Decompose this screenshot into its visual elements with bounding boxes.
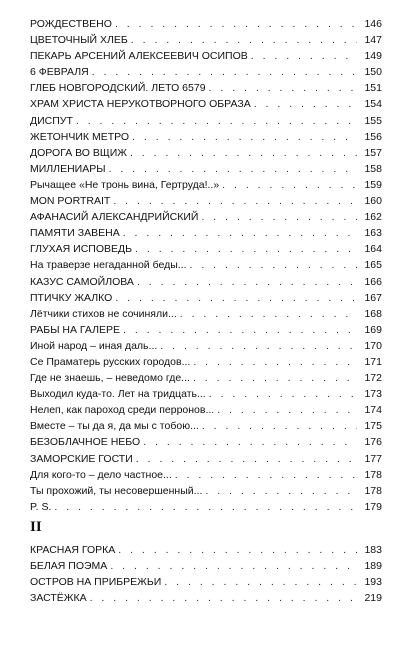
- toc-entry-page-number: 154: [364, 98, 382, 111]
- toc-entry: [30, 451, 382, 467]
- toc-entry-title: ЦВЕТОЧНЫЙ ХЛЕБ: [30, 34, 128, 47]
- toc-entry-page-number: 157: [364, 146, 382, 159]
- toc-entry-title: ПТИЧКУ ЖАЛКО: [30, 291, 113, 304]
- toc-entry: [30, 574, 382, 590]
- dot-leader: [254, 96, 357, 112]
- toc-entry-title: ДИСПУТ: [30, 114, 73, 127]
- toc-entry-page-number: 163: [364, 227, 382, 240]
- toc-entry-title: Выходил куда-то. Лет на тридцать...: [30, 388, 206, 401]
- toc-entry-page-number: 176: [364, 436, 382, 449]
- toc-entry-page-number: 158: [364, 162, 382, 175]
- toc-entry: [30, 193, 382, 209]
- dot-leader: [76, 113, 357, 129]
- dot-leader: [131, 32, 357, 48]
- table-of-contents-part-1: [30, 16, 382, 515]
- toc-entry-page-number: 172: [364, 372, 382, 385]
- table-of-contents-part-2: [30, 542, 382, 606]
- toc-entry-page-number: 169: [364, 323, 382, 336]
- toc-entry-page-number: 156: [364, 130, 382, 143]
- toc-entry-title: На траверзе негаданной беды...: [30, 259, 187, 272]
- dot-leader: [115, 290, 357, 306]
- toc-entry: [30, 225, 382, 241]
- toc-entry-title: Для кого-то – дело частное...: [30, 468, 172, 481]
- dot-leader: [132, 129, 357, 145]
- dot-leader: [160, 338, 357, 354]
- toc-entry: [30, 64, 382, 80]
- toc-entry: [30, 306, 382, 322]
- toc-entry-page-number: 183: [364, 544, 382, 556]
- toc-entry-page-number: 160: [364, 195, 382, 208]
- toc-entry-title: ОСТРОВ НА ПРИБРЕЖЬИ: [30, 576, 162, 589]
- toc-entry-title: Где не знаешь, – неведомо где...: [30, 372, 190, 385]
- toc-entry: [30, 354, 382, 370]
- toc-entry: [30, 386, 382, 402]
- toc-entry: [30, 177, 382, 193]
- dot-leader: [209, 386, 357, 402]
- dot-leader: [115, 16, 357, 32]
- toc-entry-title: КАЗУС САМОЙЛОВА: [30, 275, 134, 288]
- toc-entry-page-number: 165: [364, 259, 382, 272]
- dot-leader: [118, 542, 357, 558]
- toc-entry-title: РАБЫ НА ГАЛЕРЕ: [30, 323, 121, 336]
- toc-entry-page-number: 147: [364, 34, 382, 47]
- dot-leader: [110, 558, 357, 574]
- toc-entry-page-number: 189: [364, 560, 382, 573]
- dot-leader: [222, 177, 357, 193]
- toc-entry: [30, 434, 382, 450]
- toc-entry: [30, 96, 382, 112]
- toc-entry-page-number: 167: [364, 291, 382, 304]
- toc-entry: [30, 48, 382, 64]
- toc-entry-page-number: 162: [364, 211, 382, 224]
- dot-leader: [135, 241, 357, 257]
- toc-entry-title: Лётчики стихов не сочиняли...: [30, 307, 177, 320]
- dot-leader: [209, 80, 357, 96]
- toc-entry-page-number: 179: [364, 500, 382, 513]
- dot-leader: [217, 402, 357, 418]
- toc-entry: [30, 402, 382, 418]
- toc-entry-title: ГЛУХАЯ ИСПОВЕДЬ: [30, 243, 133, 256]
- toc-entry: [30, 558, 382, 574]
- toc-entry-title: 6 ФЕВРАЛЯ: [30, 66, 89, 79]
- dot-leader: [113, 193, 357, 209]
- toc-entry-page-number: 178: [364, 484, 382, 497]
- section-heading: II: [30, 519, 42, 535]
- toc-entry-page-number: 164: [364, 243, 382, 256]
- toc-entry-title: MON PORTRAIT: [30, 195, 111, 208]
- toc-entry-page-number: 149: [364, 50, 382, 63]
- toc-entry-title: ЗАМОРСКИЕ ГОСТИ: [30, 452, 133, 465]
- toc-entry: [30, 129, 382, 145]
- dot-leader: [143, 434, 357, 450]
- toc-entry-page-number: 173: [364, 388, 382, 401]
- dot-leader: [137, 274, 357, 290]
- toc-entry: [30, 590, 382, 606]
- toc-entry: [30, 290, 382, 306]
- toc-entry-page-number: 151: [364, 82, 382, 95]
- toc-entry: [30, 113, 382, 129]
- toc-entry: [30, 209, 382, 225]
- toc-entry: [30, 418, 382, 434]
- toc-entry-page-number: 168: [364, 307, 382, 320]
- dot-leader: [251, 48, 357, 64]
- dot-leader: [180, 306, 357, 322]
- toc-entry-title: Рычащее «Не тронь вина, Гертруда!..»: [30, 178, 220, 191]
- toc-entry: [30, 32, 382, 48]
- dot-leader: [205, 483, 357, 499]
- toc-entry-page-number: 219: [364, 592, 382, 605]
- toc-entry-title: P. S.: [30, 500, 52, 513]
- toc-entry-title: РОЖДЕСТВЕНО: [30, 18, 112, 30]
- toc-entry: [30, 161, 382, 177]
- toc-entry-title: АФАНАСИЙ АЛЕКСАНДРИЙСКИЙ: [30, 211, 199, 224]
- toc-entry-page-number: 175: [364, 420, 382, 433]
- toc-entry: [30, 467, 382, 483]
- toc-entry-title: ПАМЯТИ ЗАВЕНА: [30, 227, 120, 240]
- toc-entry-title: Се Праматерь русских городов...: [30, 355, 191, 368]
- toc-entry-title: Ты прохожий, ты несовершенный...: [30, 484, 203, 497]
- toc-entry-page-number: 174: [364, 404, 382, 417]
- dot-leader: [193, 354, 357, 370]
- toc-entry-page-number: 193: [364, 576, 382, 589]
- toc-entry-title: Вместе – ты да я, да мы с тобою...: [30, 420, 199, 433]
- toc-entry-page-number: 150: [364, 66, 382, 79]
- dot-leader: [130, 145, 357, 161]
- toc-entry-page-number: 166: [364, 275, 382, 288]
- toc-entry-title: КРАСНАЯ ГОРКА: [30, 544, 116, 556]
- dot-leader: [123, 225, 357, 241]
- toc-entry-title: Иной народ – иная даль...: [30, 339, 158, 352]
- toc-entry: [30, 338, 382, 354]
- toc-entry: [30, 499, 382, 515]
- toc-entry-page-number: 177: [364, 452, 382, 465]
- toc-entry-title: ХРАМ ХРИСТА НЕРУКОТВОРНОГО ОБРАЗА: [30, 98, 251, 111]
- toc-entry: [30, 274, 382, 290]
- dot-leader: [92, 64, 357, 80]
- dot-leader: [54, 499, 357, 515]
- toc-entry: [30, 241, 382, 257]
- toc-entry-page-number: 159: [364, 178, 382, 191]
- dot-leader: [109, 161, 357, 177]
- toc-entry-title: ДОРОГА ВО ВЩИЖ: [30, 146, 127, 159]
- toc-entry-title: ГЛЕБ НОВГОРОДСКИЙ. ЛЕТО 6579: [30, 82, 206, 95]
- toc-entry-title: БЕЛАЯ ПОЭМА: [30, 560, 108, 573]
- toc-entry: [30, 16, 382, 32]
- dot-leader: [175, 467, 357, 483]
- toc-entry-title: БЕЗОБЛАЧНОЕ НЕБО: [30, 436, 141, 449]
- dot-leader: [90, 590, 357, 606]
- toc-entry-title: Нелеп, как пароход среди перронов...: [30, 404, 215, 417]
- toc-entry-title: ЗАСТЁЖКА: [30, 592, 87, 605]
- toc-entry: [30, 257, 382, 273]
- toc-entry-title: ЖЕТОНЧИК МЕТРО: [30, 130, 130, 143]
- toc-entry-title: ПЕКАРЬ АРСЕНИЙ АЛЕКСЕЕВИЧ ОСИПОВ: [30, 50, 248, 63]
- toc-entry: [30, 80, 382, 96]
- dot-leader: [190, 257, 358, 273]
- toc-entry-page-number: 178: [364, 468, 382, 481]
- toc-entry-page-number: 155: [364, 114, 382, 127]
- toc-entry: [30, 145, 382, 161]
- dot-leader: [201, 209, 357, 225]
- toc-entry: [30, 483, 382, 499]
- toc-entry: [30, 322, 382, 338]
- dot-leader: [202, 418, 357, 434]
- toc-entry-page-number: 171: [364, 355, 382, 368]
- dot-leader: [193, 370, 357, 386]
- dot-leader: [164, 574, 357, 590]
- toc-entry-page-number: 146: [364, 18, 382, 30]
- dot-leader: [136, 451, 357, 467]
- toc-entry-title: МИЛЛЕНИАРЫ: [30, 162, 106, 175]
- dot-leader: [123, 322, 357, 338]
- toc-entry: [30, 370, 382, 386]
- toc-entry-page-number: 170: [364, 339, 382, 352]
- toc-entry: [30, 542, 382, 558]
